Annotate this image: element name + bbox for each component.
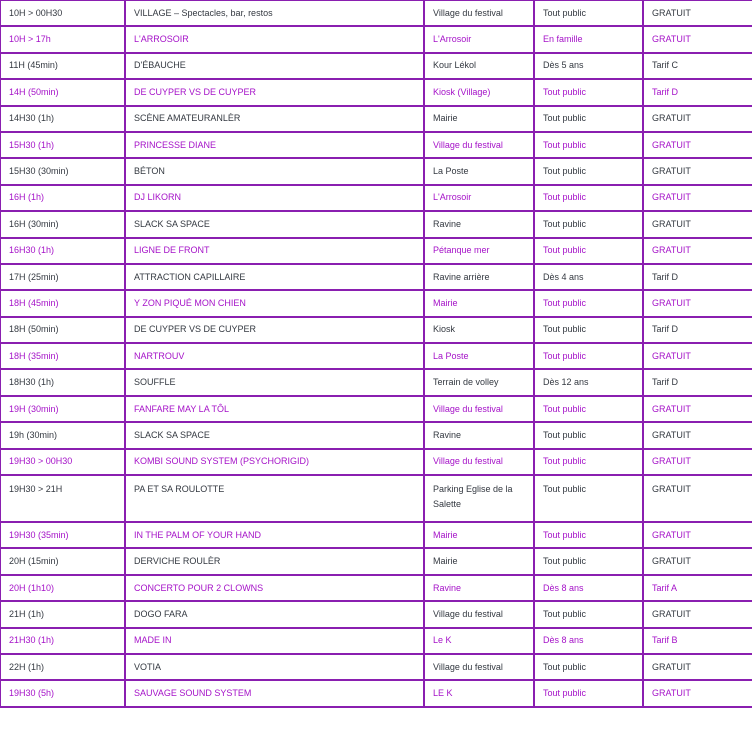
price-cell: GRATUIT	[643, 185, 752, 211]
audience-cell: Dès 5 ans	[534, 53, 643, 79]
table-row	[0, 106, 752, 132]
place-cell: Village du festival	[424, 654, 534, 680]
audience-cell: Tout public	[534, 654, 643, 680]
table-row	[0, 264, 752, 290]
time-cell: 18H (45min)	[0, 290, 125, 316]
table-row	[0, 79, 752, 105]
table-row	[0, 0, 752, 26]
time-cell: 20H (15min)	[0, 548, 125, 574]
table-row	[0, 475, 752, 522]
audience-cell: Tout public	[534, 132, 643, 158]
time-cell: 19H30 > 21H	[0, 475, 125, 522]
table-row	[0, 211, 752, 237]
time-cell: 15H30 (1h)	[0, 132, 125, 158]
price-cell: GRATUIT	[643, 211, 752, 237]
audience-cell: Tout public	[534, 680, 643, 706]
title-cell: LIGNE DE FRONT	[125, 238, 424, 264]
table-row	[0, 575, 752, 601]
time-cell: 16H30 (1h)	[0, 238, 125, 264]
audience-cell: En famille	[534, 26, 643, 52]
audience-cell: Dès 8 ans	[534, 575, 643, 601]
time-cell: 18H30 (1h)	[0, 369, 125, 395]
time-cell: 19H30 > 00H30	[0, 449, 125, 475]
place-cell: Mairie	[424, 106, 534, 132]
audience-cell: Tout public	[534, 396, 643, 422]
price-cell: GRATUIT	[643, 680, 752, 706]
audience-cell: Tout public	[534, 185, 643, 211]
time-cell: 19H30 (35min)	[0, 522, 125, 548]
audience-cell: Tout public	[534, 317, 643, 343]
audience-cell: Tout public	[534, 522, 643, 548]
title-cell: DERVICHE ROULÈR	[125, 548, 424, 574]
table-row	[0, 422, 752, 448]
title-cell: KOMBI SOUND SYSTEM (PSYCHORIGID)	[125, 449, 424, 475]
title-cell: DJ LIKORN	[125, 185, 424, 211]
price-cell: GRATUIT	[643, 522, 752, 548]
price-cell: GRATUIT	[643, 290, 752, 316]
title-cell: PA ET SA ROULOTTE	[125, 475, 424, 522]
price-cell: Tarif A	[643, 575, 752, 601]
time-cell: 19h (30min)	[0, 422, 125, 448]
time-cell: 14H (50min)	[0, 79, 125, 105]
price-cell: GRATUIT	[643, 132, 752, 158]
price-cell: Tarif D	[643, 264, 752, 290]
place-cell: L'Arrosoir	[424, 185, 534, 211]
audience-cell: Tout public	[534, 0, 643, 26]
time-cell: 10H > 00H30	[0, 0, 125, 26]
audience-cell: Tout public	[534, 343, 643, 369]
title-cell: SLACK SA SPACE	[125, 211, 424, 237]
title-cell: VILLAGE – Spectacles, bar, restos	[125, 0, 424, 26]
time-cell: 18H (35min)	[0, 343, 125, 369]
title-cell: Y ZON PIQUÉ MON CHIEN	[125, 290, 424, 316]
price-cell: GRATUIT	[643, 0, 752, 26]
place-cell: Kiosk	[424, 317, 534, 343]
place-cell: Mairie	[424, 290, 534, 316]
time-cell: 14H30 (1h)	[0, 106, 125, 132]
table-row	[0, 343, 752, 369]
table-row	[0, 449, 752, 475]
place-cell: Village du festival	[424, 132, 534, 158]
price-cell: Tarif C	[643, 53, 752, 79]
title-cell: L'ARROSOIR	[125, 26, 424, 52]
audience-cell: Dès 8 ans	[534, 628, 643, 654]
place-cell: Pétanque mer	[424, 238, 534, 264]
table-row	[0, 522, 752, 548]
place-cell: Village du festival	[424, 449, 534, 475]
place-cell: La Poste	[424, 158, 534, 184]
price-cell: GRATUIT	[643, 601, 752, 627]
table-row	[0, 185, 752, 211]
time-cell: 16H (30min)	[0, 211, 125, 237]
title-cell: SAUVAGE SOUND SYSTEM	[125, 680, 424, 706]
table-row	[0, 238, 752, 264]
place-cell: Parking Eglise de la Salette	[424, 475, 534, 522]
table-row	[0, 53, 752, 79]
audience-cell: Tout public	[534, 238, 643, 264]
audience-cell: Tout public	[534, 106, 643, 132]
place-cell: Kour Lékol	[424, 53, 534, 79]
price-cell: GRATUIT	[643, 654, 752, 680]
place-cell: Ravine	[424, 422, 534, 448]
title-cell: NARTROUV	[125, 343, 424, 369]
price-cell: GRATUIT	[643, 396, 752, 422]
time-cell: 17H (25min)	[0, 264, 125, 290]
table-row	[0, 548, 752, 574]
price-cell: GRATUIT	[643, 548, 752, 574]
title-cell: SLACK SA SPACE	[125, 422, 424, 448]
table-row	[0, 628, 752, 654]
place-cell: Le K	[424, 628, 534, 654]
price-cell: Tarif D	[643, 369, 752, 395]
place-cell: Terrain de volley	[424, 369, 534, 395]
time-cell: 10H > 17h	[0, 26, 125, 52]
audience-cell: Tout public	[534, 422, 643, 448]
time-cell: 19H30 (5h)	[0, 680, 125, 706]
table-row	[0, 290, 752, 316]
place-cell: Village du festival	[424, 601, 534, 627]
audience-cell: Dès 4 ans	[534, 264, 643, 290]
table-row	[0, 680, 752, 706]
title-cell: BÉTON	[125, 158, 424, 184]
price-cell: GRATUIT	[643, 475, 752, 522]
place-cell: La Poste	[424, 343, 534, 369]
time-cell: 11H (45min)	[0, 53, 125, 79]
place-cell: LE K	[424, 680, 534, 706]
time-cell: 18H (50min)	[0, 317, 125, 343]
table-row	[0, 396, 752, 422]
place-cell: Mairie	[424, 522, 534, 548]
audience-cell: Tout public	[534, 475, 643, 522]
time-cell: 21H30 (1h)	[0, 628, 125, 654]
place-cell: Kiosk (Village)	[424, 79, 534, 105]
audience-cell: Tout public	[534, 158, 643, 184]
title-cell: CONCERTO POUR 2 CLOWNS	[125, 575, 424, 601]
title-cell: PRINCESSE DIANE	[125, 132, 424, 158]
place-cell: Ravine	[424, 575, 534, 601]
title-cell: IN THE PALM OF YOUR HAND	[125, 522, 424, 548]
title-cell: SOUFFLE	[125, 369, 424, 395]
audience-cell: Tout public	[534, 548, 643, 574]
price-cell: GRATUIT	[643, 158, 752, 184]
title-cell: ATTRACTION CAPILLAIRE	[125, 264, 424, 290]
place-cell: Ravine arrière	[424, 264, 534, 290]
table-row	[0, 132, 752, 158]
table-row	[0, 26, 752, 52]
title-cell: SCÈNE AMATEURANLÈR	[125, 106, 424, 132]
price-cell: GRATUIT	[643, 238, 752, 264]
time-cell: 22H (1h)	[0, 654, 125, 680]
time-cell: 20H (1h10)	[0, 575, 125, 601]
title-cell: DE CUYPER VS DE CUYPER	[125, 79, 424, 105]
time-cell: 19H (30min)	[0, 396, 125, 422]
price-cell: Tarif D	[643, 317, 752, 343]
audience-cell: Tout public	[534, 211, 643, 237]
price-cell: Tarif D	[643, 79, 752, 105]
table-row	[0, 158, 752, 184]
price-cell: GRATUIT	[643, 26, 752, 52]
place-cell: L'Arrosoir	[424, 26, 534, 52]
title-cell: MADE IN	[125, 628, 424, 654]
place-cell: Village du festival	[424, 0, 534, 26]
table-row	[0, 654, 752, 680]
place-cell: Ravine	[424, 211, 534, 237]
table-row	[0, 601, 752, 627]
title-cell: DOGO FARA	[125, 601, 424, 627]
price-cell: GRATUIT	[643, 343, 752, 369]
price-cell: Tarif B	[643, 628, 752, 654]
audience-cell: Tout public	[534, 79, 643, 105]
title-cell: DE CUYPER VS DE CUYPER	[125, 317, 424, 343]
time-cell: 15H30 (30min)	[0, 158, 125, 184]
time-cell: 21H (1h)	[0, 601, 125, 627]
place-cell: Mairie	[424, 548, 534, 574]
title-cell: FANFARE MAY LA TÔL	[125, 396, 424, 422]
price-cell: GRATUIT	[643, 422, 752, 448]
time-cell: 16H (1h)	[0, 185, 125, 211]
title-cell: D'ÉBAUCHE	[125, 53, 424, 79]
title-cell: VOTIA	[125, 654, 424, 680]
audience-cell: Tout public	[534, 601, 643, 627]
place-cell: Village du festival	[424, 396, 534, 422]
table-row	[0, 369, 752, 395]
price-cell: GRATUIT	[643, 106, 752, 132]
price-cell: GRATUIT	[643, 449, 752, 475]
audience-cell: Dès 12 ans	[534, 369, 643, 395]
audience-cell: Tout public	[534, 449, 643, 475]
audience-cell: Tout public	[534, 290, 643, 316]
table-row	[0, 317, 752, 343]
